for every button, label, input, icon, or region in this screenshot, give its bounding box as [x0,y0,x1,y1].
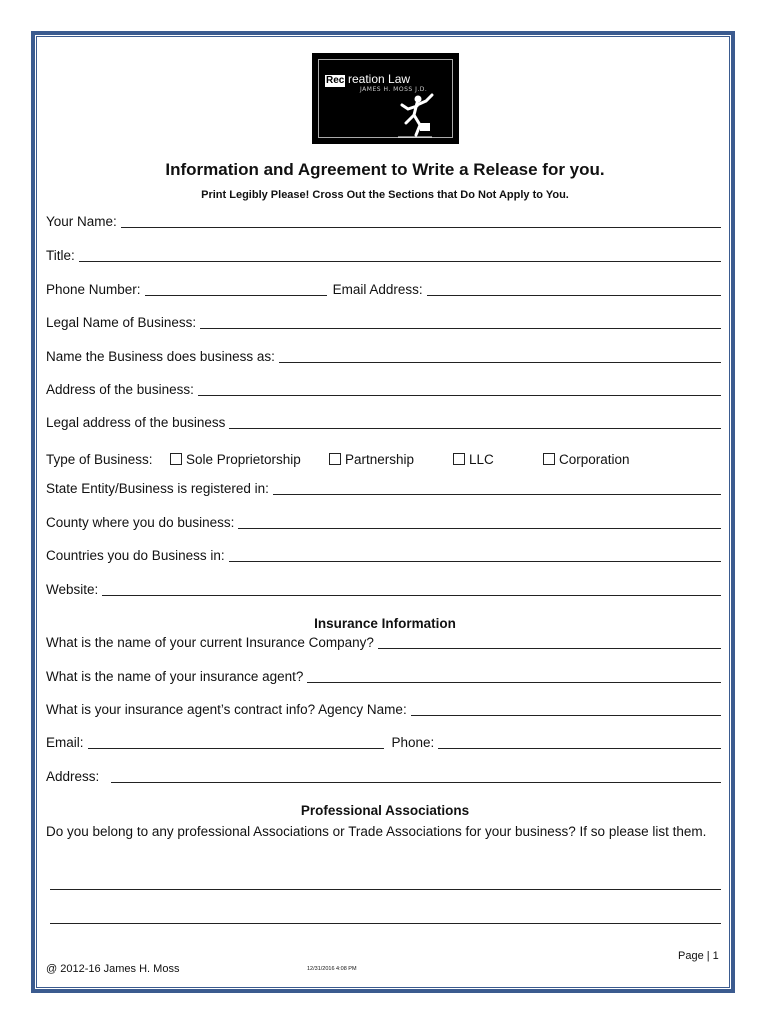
legal-name-row [46,311,721,331]
dba-label: Name the Business does business as: [46,349,275,364]
your-name-field[interactable] [121,226,721,228]
agent-email-field[interactable] [88,747,384,749]
legal-address-row [46,411,721,431]
agency-name-field[interactable] [411,714,721,716]
insurance-heading: Insurance Information [314,616,456,631]
legal-name-field[interactable] [200,327,721,329]
phone-label: Phone Number: [46,282,141,297]
legal-name-label: Legal Name of Business: [46,315,197,330]
state-entity-label: State Entity/Business is registered in: [46,481,269,496]
form-subtitle: Print Legibly Please! Cross Out the Sections that Do Not Apply to You. [201,189,569,201]
your-name-label: Your Name: [46,214,117,229]
insurance-company-row [46,631,721,651]
title-field[interactable] [79,260,721,262]
page-number: Page | 1 [678,950,719,962]
agent-address-row [46,765,721,785]
leaping-lawyer-icon [392,93,442,138]
corporation-option[interactable]: Corporation [543,452,630,467]
professional-heading: Professional Associations [300,803,470,818]
county-label: County where you do business: [46,515,235,530]
countries-field[interactable] [229,560,721,562]
llc-option[interactable]: LLC [453,452,494,467]
email-label: Email Address: [332,282,423,297]
website-row [46,578,721,598]
agent-email-phone-row [46,731,721,751]
recreation-law-logo [312,53,459,144]
checkbox-icon[interactable] [329,453,341,465]
logo-name-text: reation Law [348,72,411,86]
insurance-agent-field[interactable] [307,681,721,683]
address-row [46,378,721,398]
form-title: Information and Agreement to Write a Release for you. [165,160,605,179]
checkbox-icon[interactable] [453,453,465,465]
state-entity-field[interactable] [273,493,721,495]
logo-rec-text: Rec [326,75,345,86]
title-row [46,244,721,264]
address-field[interactable] [198,394,721,396]
agency-name-row [46,698,721,718]
dba-row [46,345,721,365]
agent-phone-field[interactable] [438,747,721,749]
website-field[interactable] [102,594,721,596]
checkbox-icon[interactable] [543,453,555,465]
county-field[interactable] [238,527,721,529]
insurance-company-label: What is the name of your current Insurance Company? [46,635,374,650]
associations-answer-line-1[interactable] [50,889,721,890]
title-label: Title: [46,248,75,263]
agent-phone-label: Phone: [391,735,435,750]
sole-proprietorship-option[interactable]: Sole Proprietorship [170,452,301,467]
insurance-agent-label: What is the name of your insurance agent? [46,669,304,684]
associations-question: Do you belong to any professional Associations or Trade Associations for your business? If so please list them. [46,824,707,839]
agent-address-field[interactable] [111,781,721,783]
email-field[interactable] [427,294,721,296]
agent-address-label: Address: [46,769,100,784]
countries-label: Countries you do Business in: [46,548,225,563]
insurance-company-field[interactable] [378,647,721,649]
legal-address-field[interactable] [229,427,721,429]
phone-field[interactable] [145,294,327,296]
print-timestamp: 12/31/2016 4:08 PM [307,966,357,972]
legal-address-label: Legal address of the business [46,415,226,430]
checkbox-icon[interactable] [170,453,182,465]
your-name-row [46,210,721,230]
address-label: Address of the business: [46,382,194,397]
phone-email-row [46,278,721,298]
logo-subtext: JAMES H. MOSS J.D. [360,86,428,93]
associations-answer-line-2[interactable] [50,923,721,924]
county-row [46,511,721,531]
agent-email-label: Email: [46,735,84,750]
website-label: Website: [46,582,99,597]
copyright-text: @ 2012-16 James H. Moss [46,963,180,975]
business-type-label: Type of Business: [46,452,153,467]
insurance-agent-row [46,665,721,685]
state-entity-row [46,477,721,497]
agency-name-label: What is your insurance agent’s contract info? Agency Name: [46,702,407,717]
dba-field[interactable] [279,361,721,363]
countries-row [46,544,721,564]
partnership-option[interactable]: Partnership [329,452,414,467]
